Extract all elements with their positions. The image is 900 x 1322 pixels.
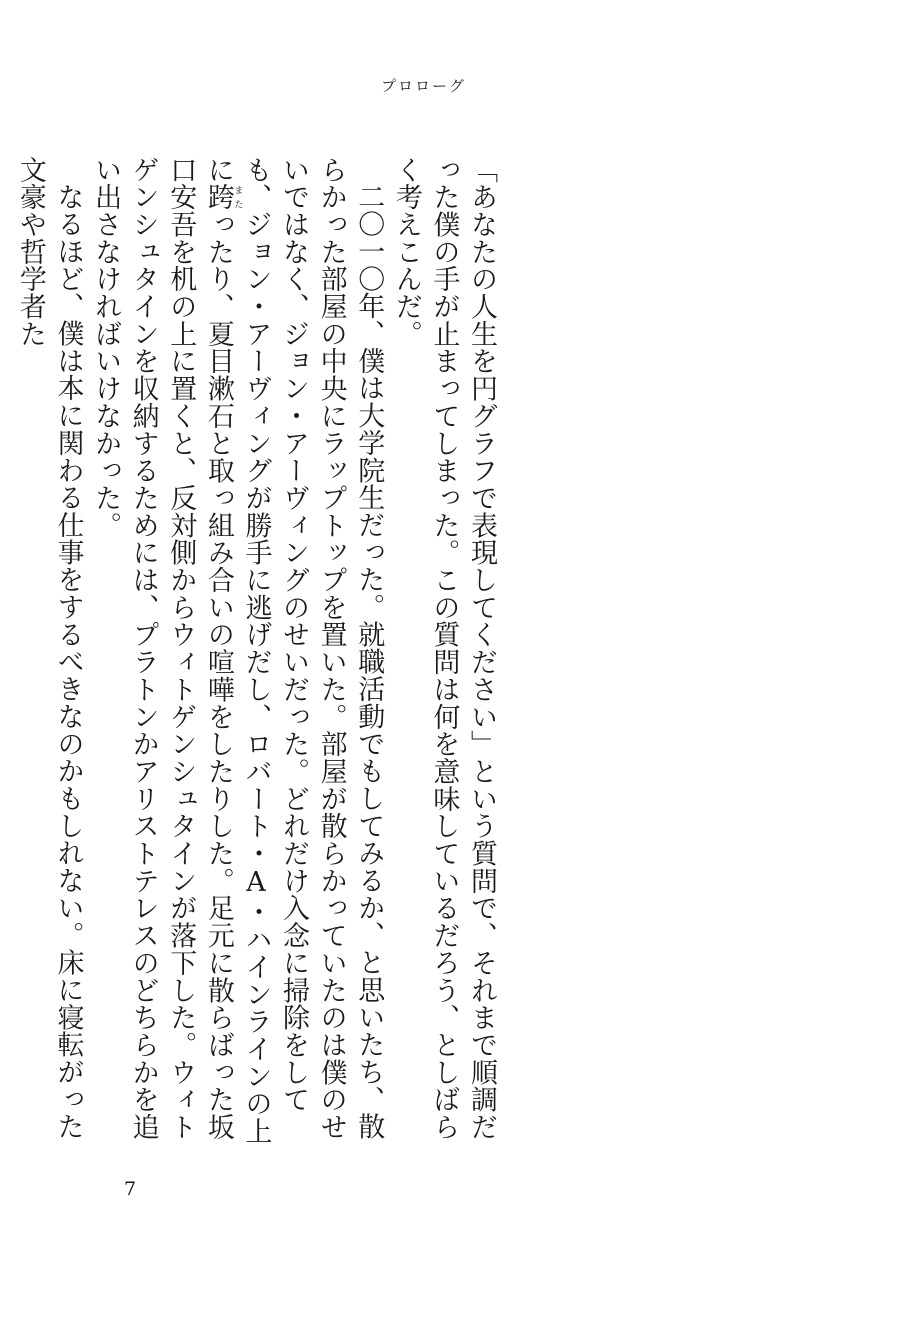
body-text (14, 156, 500, 1146)
paragraph-1: 「あなたの人生を円グラフで表現してください」という質問で、それまで順調だった僕の手が止まってしまった。この質問は何を意味しているだろう、としばらく考えこんだ。 (390, 156, 497, 1141)
ruby-annotation (202, 183, 243, 211)
paragraph-2 (86, 156, 387, 1146)
paragraph-2-text-start: 二〇一〇年、僕は大学院生だった。就職活動でもしてみるか、と思いたち、散らかった部屋の中央にラップトップを置いた。部屋が散らかっていたのは僕のせいではなく、ジョン・アーヴィングのせいだった。どれだけ入念に掃除をしても、ジョン・アーヴィングが勝手に逃げだし、ロバート・A・ハインラインの上に (202, 156, 385, 1145)
ruby-reading: また (232, 183, 243, 211)
page-number: 7 (124, 1178, 137, 1200)
paragraph-3: なるほど、僕は本に関わる仕事をするべきなのかもしれない。床に寝転がった文豪や哲学者た (14, 156, 84, 1141)
ruby-base: 跨 (202, 183, 234, 211)
running-head: プロローグ (381, 77, 467, 95)
paragraph-2-text-end: ったり、夏目漱石と取っ組み合いの喧嘩をしたりした。足元に散らばった坂口安吾を机の上に置くと、反対側からウィトゲンシュタインが落下した。ウィトゲンシュタインを収納するためには、プラトンかアリストテレスのどちらかを追い出さなければいけなかった。 (90, 156, 234, 1141)
